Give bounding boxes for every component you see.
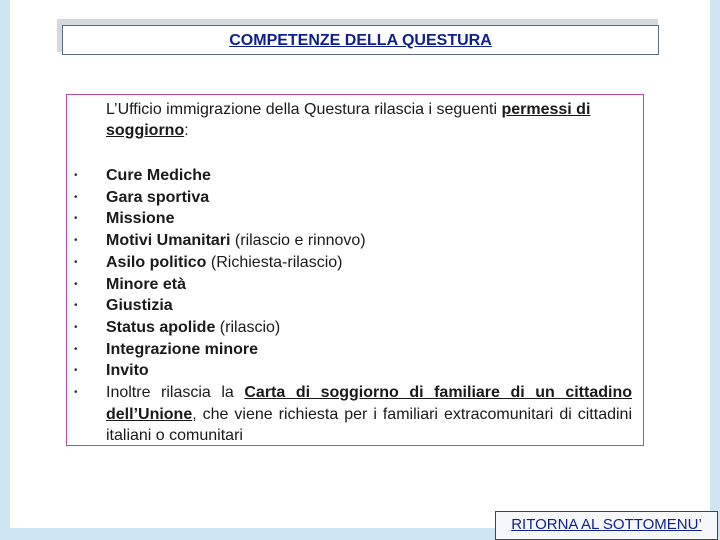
title-box (62, 25, 659, 55)
permit-label: Cure Mediche (106, 167, 211, 184)
bullet-icon: • (74, 191, 78, 203)
permit-label: Giustizia (106, 297, 173, 315)
list-item (74, 187, 634, 209)
page-title: COMPETENZE DELLA QUESTURA (229, 32, 492, 49)
permit-label: Minore età (106, 275, 187, 293)
list-item (74, 252, 634, 274)
bullet-icon: • (74, 256, 78, 268)
permit-label: Invito (106, 362, 149, 380)
bullet-icon: • (74, 343, 78, 355)
left-border (0, 0, 10, 540)
permits-list (74, 165, 634, 447)
last-item-text-before: Inoltre rilascia la (106, 384, 245, 402)
list-item (74, 208, 634, 230)
list-item (74, 360, 634, 382)
back-to-submenu-label[interactable]: RITORNA AL SOTTOMENU’ (511, 516, 702, 533)
list-item (74, 295, 634, 317)
intro-text-after: : (184, 122, 189, 139)
bullet-icon: • (74, 213, 78, 225)
list-item-carta-soggiorno (74, 382, 634, 447)
list-item (74, 317, 634, 339)
permit-label: Motivi Umanitari (106, 232, 231, 250)
carta-soggiorno-link[interactable]: Carta di soggiorno di familiare di un cittadino dell’Unione (106, 384, 632, 423)
back-to-submenu-button[interactable] (495, 511, 718, 540)
bullet-icon: • (74, 387, 78, 399)
permit-note: (Richiesta-rilascio) (206, 253, 343, 271)
bullet-icon: • (74, 278, 78, 290)
bullet-icon: • (74, 321, 78, 333)
list-item (74, 230, 634, 252)
permit-note: (rilascio) (215, 318, 281, 336)
permit-label: Gara sportiva (106, 188, 210, 206)
bullet-icon: • (74, 365, 78, 377)
right-border (710, 0, 720, 540)
permit-label: Missione (106, 210, 175, 228)
permit-label: Asilo politico (106, 253, 207, 271)
bullet-icon: • (74, 300, 78, 312)
bullet-icon: • (74, 170, 78, 181)
list-item (74, 274, 634, 296)
permit-note: (rilascio e rinnovo) (230, 232, 366, 250)
bullet-icon: • (74, 235, 78, 247)
intro-emphasis: permessi di soggiorno (106, 101, 591, 139)
intro-text (106, 99, 626, 141)
list-item (74, 165, 634, 187)
permit-label: Integrazione minore (106, 340, 259, 358)
list-item (74, 339, 634, 361)
last-item-text-after: , che viene richiesta per i familiari extracomunitari di cittadini italiani o comunitari (106, 405, 632, 445)
permit-label: Status apolide (106, 318, 216, 336)
intro-text-before: L’Ufficio immigrazione della Questura rilascia i seguenti (106, 101, 497, 118)
